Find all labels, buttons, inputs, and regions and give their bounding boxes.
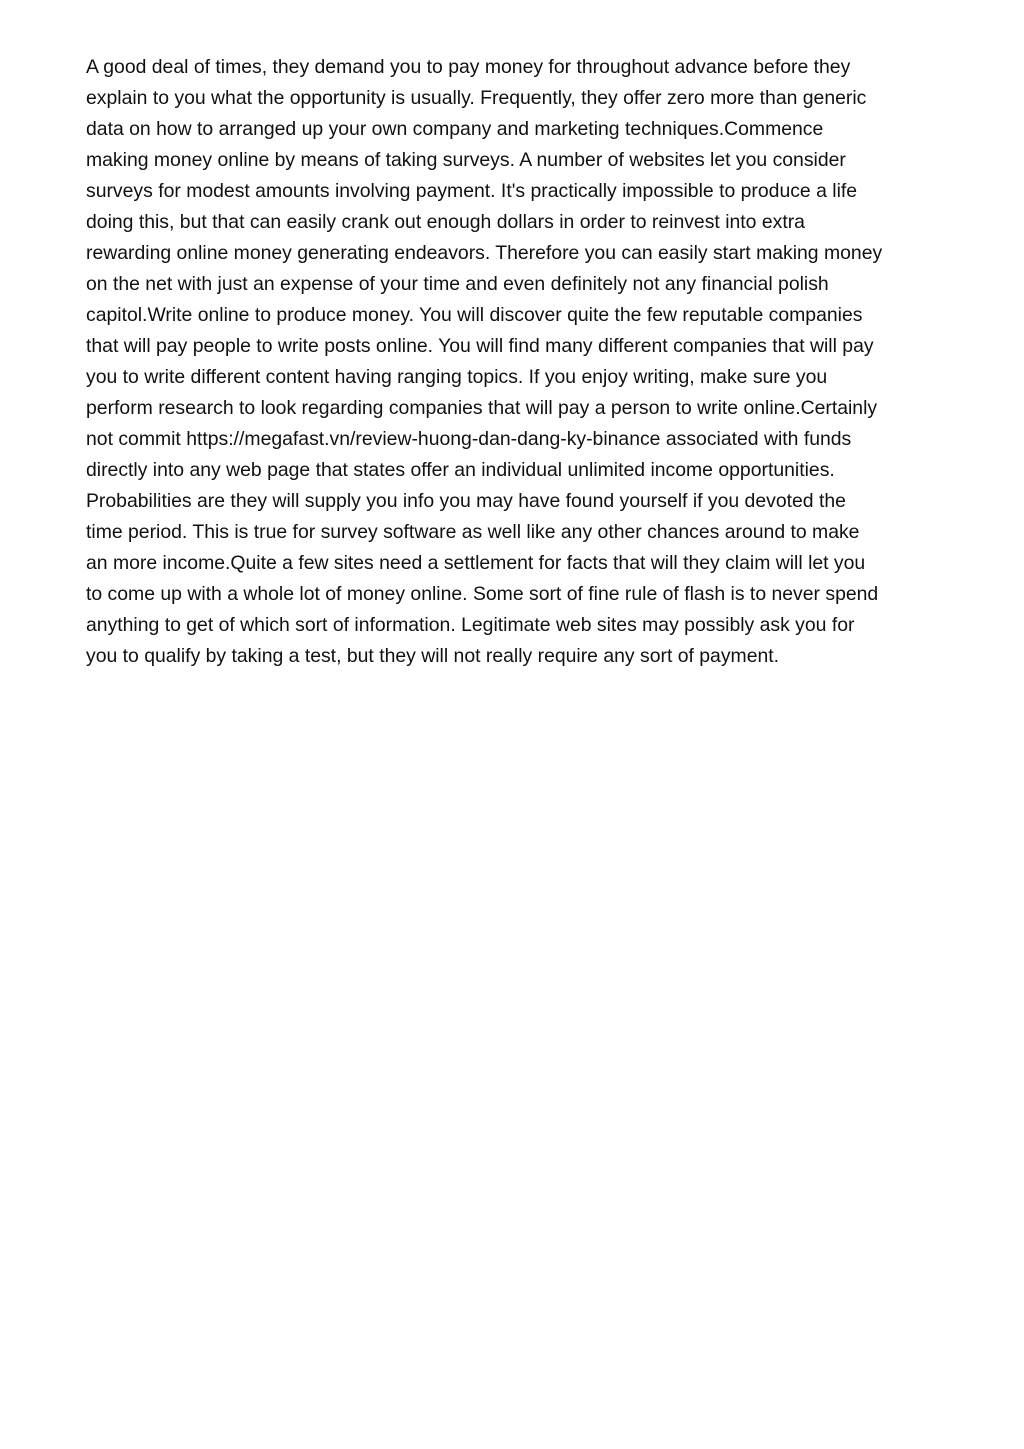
text-line: to come up with a whole lot of money online. Some sort of fine rule of flash is to never spend	[86, 583, 879, 605]
text-line: capitol.Write online to produce money. You will discover quite the few reputable companies	[86, 304, 863, 326]
text-line: Probabilities are they will supply you info you may have found yourself if you devoted the	[86, 490, 846, 512]
text-line: you to write different content having ranging topics. If you enjoy writing, make sure you	[86, 366, 828, 388]
text-line: doing this, but that can easily crank out enough dollars in order to reinvest into extra	[86, 211, 805, 233]
text-line: an more income.Quite a few sites need a settlement for facts that will they claim will let you	[86, 552, 866, 574]
text-line: directly into any web page that states offer an individual unlimited income opportunities.	[86, 459, 835, 481]
body-paragraph	[86, 52, 946, 672]
text-line: A good deal of times, they demand you to pay money for throughout advance before they	[86, 56, 851, 78]
text-line: explain to you what the opportunity is usually. Frequently, they offer zero more than generic	[86, 87, 867, 109]
text-line: not commit https://megafast.vn/review-huong-dan-dang-ky-binance associated with funds	[86, 428, 852, 450]
text-line: time period. This is true for survey software as well like any other chances around to make	[86, 521, 860, 543]
text-line: you to qualify by taking a test, but they will not really require any sort of payment.	[86, 645, 780, 667]
text-line: rewarding online money generating endeavors. Therefore you can easily start making money	[86, 242, 883, 264]
text-line: surveys for modest amounts involving payment. It's practically impossible to produce a life	[86, 180, 858, 202]
text-line: perform research to look regarding companies that will pay a person to write online.Certainly	[86, 397, 878, 419]
text-line: anything to get of which sort of information. Legitimate web sites may possibly ask you for	[86, 614, 855, 636]
text-line: on the net with just an expense of your time and even definitely not any financial polish	[86, 273, 829, 295]
text-line: data on how to arranged up your own company and marketing techniques.Commence	[86, 118, 824, 140]
text-line: that will pay people to write posts online. You will find many different companies that will pay	[86, 335, 874, 357]
text-line: making money online by means of taking surveys. A number of websites let you consider	[86, 149, 846, 171]
